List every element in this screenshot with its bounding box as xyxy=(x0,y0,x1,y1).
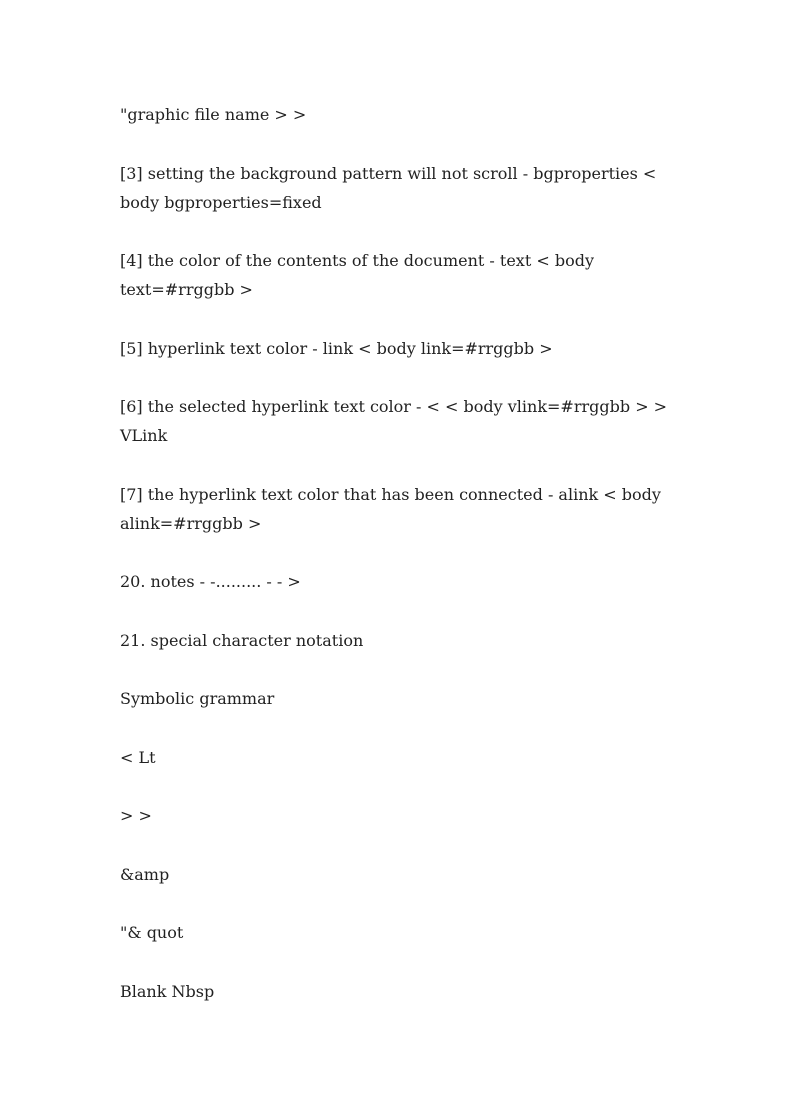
paragraph-lt: < Lt xyxy=(120,747,156,767)
paragraph-alink-color: [7] the hyperlink text color that has been connected - alink < body alink=#rrggbb > xyxy=(120,484,667,533)
paragraph-nbsp: Blank Nbsp xyxy=(120,981,215,1001)
paragraph-gt: > > xyxy=(120,806,152,825)
paragraph-link-color: [5] hyperlink text color - link < body link=#rrggbb > xyxy=(120,338,553,358)
paragraph-quot: "& quot xyxy=(120,923,184,942)
paragraph-amp: &amp xyxy=(120,864,170,884)
paragraph-notes: 20. notes - -......... - - > xyxy=(120,572,301,591)
paragraph-bgproperties: [3] setting the background pattern will not scroll - bgproperties < body bgproperties=fixed xyxy=(120,163,662,212)
paragraph-special-character-heading: 21. special character notation xyxy=(120,630,364,650)
paragraph-text-color: [4] the color of the contents of the document - text < body text=#rrggbb > xyxy=(120,251,600,299)
paragraph-symbolic-grammar: Symbolic grammar xyxy=(120,689,275,708)
document-page xyxy=(120,100,700,1035)
paragraph-graphic-file-name: "graphic file name > > xyxy=(120,105,307,124)
paragraph-vlink-color: [6] the selected hyperlink text color - < < body vlink=#rrggbb > > VLink xyxy=(120,397,673,445)
